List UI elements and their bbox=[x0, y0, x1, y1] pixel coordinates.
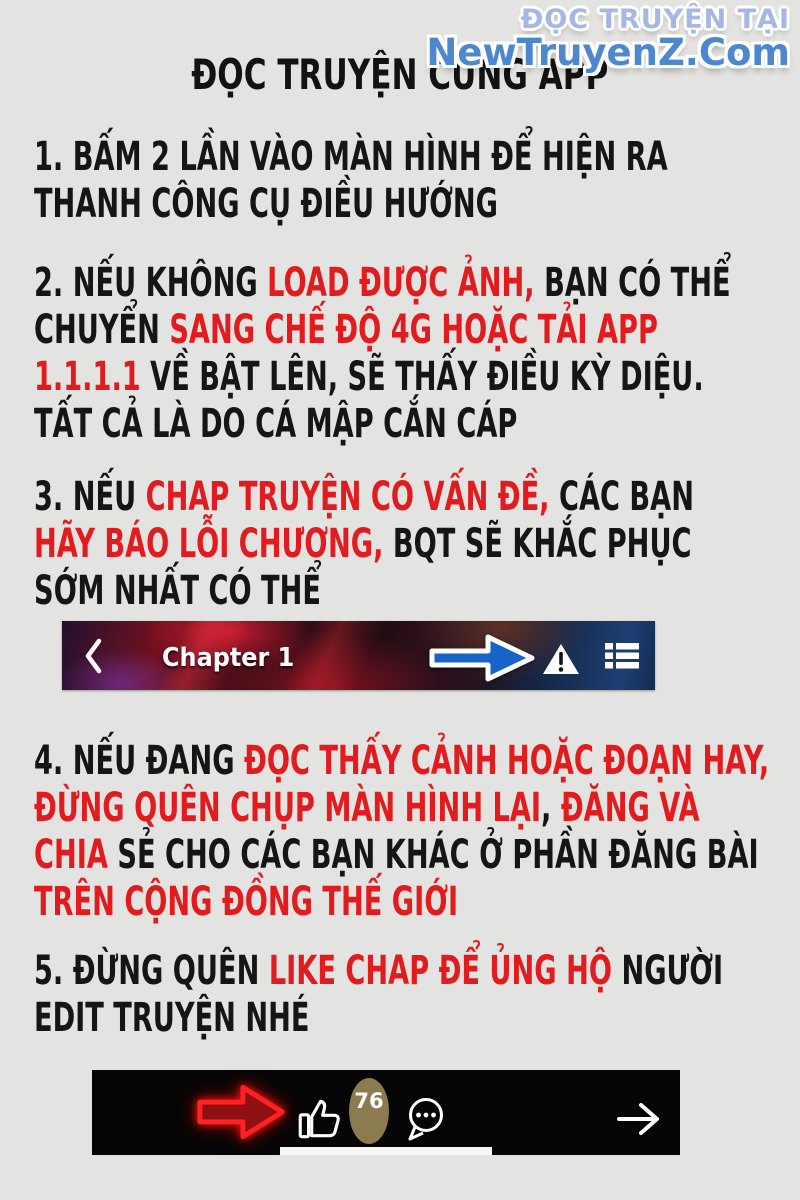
reader-navbar-screenshot bbox=[62, 621, 655, 690]
instruction-line bbox=[34, 474, 694, 521]
instruction-text-segment: LIKE CHAP ĐỂ ỦNG HỘ bbox=[268, 948, 612, 994]
page-edge-strip bbox=[280, 1147, 492, 1155]
back-chevron-icon[interactable] bbox=[84, 638, 102, 678]
site-logo bbox=[426, 6, 790, 73]
instruction-text-segment: BQT SẼ KHẮC PHỤC bbox=[383, 521, 692, 567]
instruction-text-segment: CHUYỂN bbox=[34, 307, 170, 353]
instruction-line bbox=[34, 568, 694, 615]
instruction-text-segment: TRÊN CỘNG ĐỒNG THẾ GIỚI bbox=[34, 879, 459, 925]
instruction-paragraph-5 bbox=[34, 948, 800, 1042]
instruction-line bbox=[34, 832, 769, 879]
instruction-line bbox=[34, 260, 731, 307]
instruction-text-segment: , bbox=[541, 785, 561, 831]
next-chapter-arrow-icon[interactable] bbox=[616, 1100, 662, 1142]
instruction-paragraph-4 bbox=[34, 738, 800, 926]
instruction-line bbox=[34, 995, 723, 1042]
instruction-line bbox=[34, 521, 694, 568]
instruction-text-segment: SẺ CHO CÁC BẠN KHÁC Ở PHẦN ĐĂNG BÀI bbox=[107, 832, 759, 878]
chapter-title: Chapter 1 bbox=[162, 643, 295, 673]
instruction-text-segment: VỀ BẬT LÊN, SẼ THẤY ĐIỀU KỲ DIỆU. bbox=[140, 354, 704, 400]
red-pointer-arrow-icon bbox=[192, 1077, 290, 1151]
warning-report-icon[interactable] bbox=[541, 642, 581, 680]
instruction-text-segment: 2. NẾU KHÔNG bbox=[34, 260, 268, 306]
instruction-text-segment: ĐỌC THẤY CẢNH HOẶC ĐOẠN HAY, bbox=[244, 738, 770, 784]
instruction-paragraph-3 bbox=[34, 474, 800, 615]
instruction-line bbox=[34, 307, 731, 354]
instruction-text-segment: CÁC BẠN bbox=[549, 474, 694, 520]
page-title: ĐỌC TRUYỆN CÙNG APP bbox=[191, 50, 609, 99]
instruction-text-segment: THANH CÔNG CỤ ĐIỀU HƯỚNG bbox=[34, 181, 498, 227]
like-count-badge bbox=[349, 1078, 389, 1144]
instruction-paragraph-1 bbox=[34, 134, 800, 228]
instruction-text-segment: 5. ĐỪNG QUÊN bbox=[34, 948, 269, 994]
instruction-text-segment: EDIT TRUYỆN NHÉ bbox=[34, 995, 310, 1041]
instruction-line bbox=[34, 134, 668, 181]
instruction-text-segment: NGƯỜI bbox=[611, 948, 724, 994]
instruction-line bbox=[34, 948, 723, 995]
site-logo-tagline: ĐỌC TRUYỆN TẠI bbox=[520, 4, 790, 35]
instruction-text-segment: CHIA bbox=[34, 832, 108, 878]
instruction-text-segment: ĐỪNG QUÊN CHỤP MÀN HÌNH LẠI bbox=[34, 785, 542, 831]
instruction-text-segment: SỚM NHẤT CÓ THỂ bbox=[34, 568, 321, 614]
instruction-text-segment: ĐĂNG VÀ bbox=[560, 785, 700, 831]
chapter-list-icon[interactable] bbox=[605, 642, 639, 674]
instruction-text-segment: HÃY BÁO LỖI CHƯƠNG, bbox=[34, 521, 384, 567]
instruction-text-segment: CHAP TRUYỆN CÓ VẤN ĐỀ, bbox=[145, 474, 550, 520]
instruction-line bbox=[34, 181, 668, 228]
instruction-paragraph-2 bbox=[34, 260, 800, 448]
instruction-line bbox=[34, 354, 731, 401]
comment-bubble-icon[interactable] bbox=[402, 1096, 452, 1148]
reader-actionbar-screenshot bbox=[92, 1070, 680, 1155]
instruction-text-segment: TẤT CẢ LÀ DO CÁ MẬP CẮN CÁP bbox=[34, 401, 518, 447]
instruction-text-segment: BẠN CÓ THỂ bbox=[534, 260, 731, 306]
instruction-text-segment: 3. NẾU bbox=[34, 474, 146, 520]
instruction-line bbox=[34, 785, 769, 832]
instruction-line bbox=[34, 738, 769, 785]
site-logo-name: NewTruyenZ.Com bbox=[426, 31, 790, 75]
blue-pointer-arrow-icon bbox=[428, 631, 538, 689]
instruction-text-segment: SANG CHẾ ĐỘ 4G HOẶC TẢI APP bbox=[169, 307, 658, 353]
thumbs-up-icon[interactable] bbox=[294, 1094, 344, 1148]
instruction-line bbox=[34, 879, 769, 926]
instruction-text-segment: 1. BẤM 2 LẦN VÀO MÀN HÌNH ĐỂ HIỆN RA bbox=[34, 134, 668, 180]
instruction-line bbox=[34, 401, 731, 448]
instruction-text-segment: 1.1.1.1 bbox=[34, 354, 141, 400]
instruction-text-segment: LOAD ĐƯỢC ẢNH, bbox=[267, 260, 535, 306]
instruction-text-segment: 4. NẾU ĐANG bbox=[34, 738, 245, 784]
like-count: 76 bbox=[354, 1089, 384, 1113]
